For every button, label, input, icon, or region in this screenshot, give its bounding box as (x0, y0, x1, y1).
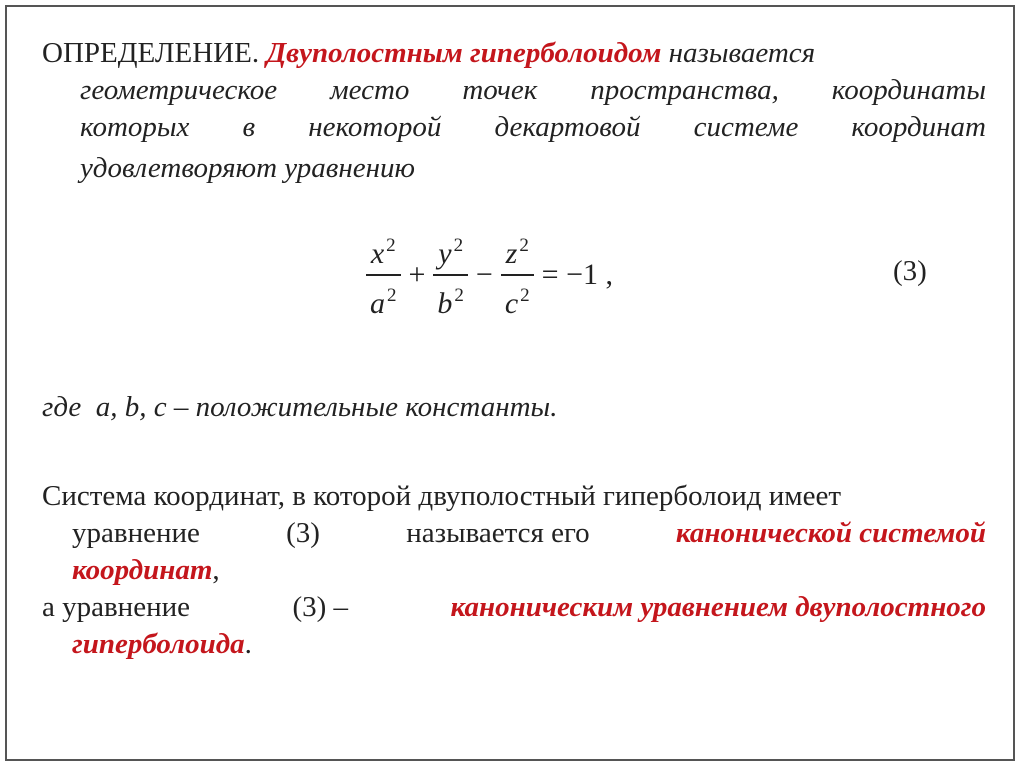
system-line4-a: а уравнение (42, 591, 190, 623)
definition-label: ОПРЕДЕЛЕНИЕ. (42, 37, 260, 69)
canonical-equation-term: каноническим уравнением двуполостного (450, 591, 986, 623)
system-line-1: Система координат, в которой двуполостный гиперболоид имеет (42, 480, 842, 512)
definition-term: Двуполостным гиперболоидом (266, 37, 662, 69)
system-line3-end: , (212, 554, 220, 586)
system-line-3 (72, 553, 220, 587)
system-line-5 (72, 627, 252, 661)
definition-line-2: геометрическое место точек пространства, координаты (80, 74, 986, 106)
definition-line-4: удовлетворяют уравнению (80, 152, 415, 184)
system-line-2 (72, 516, 986, 550)
minus-sign: − (475, 258, 493, 291)
definition-line1-rest: называется (668, 37, 816, 69)
fraction-z-over-c: $\frac{z ^2}{c ^2}$ (501, 226, 534, 324)
fraction-y-over-b: $\frac{y ^2}{b ^2}$ (433, 226, 468, 324)
equation-rhs: = −1 , (541, 258, 614, 291)
system-line2-a: уравнение (72, 517, 200, 549)
hyperboloid-term: гиперболоида (72, 628, 245, 660)
canonical-system-term: канонической системой (675, 517, 986, 549)
system-line-4 (42, 590, 986, 624)
plus-sign: + (408, 258, 426, 291)
equation-number: (3) (893, 255, 927, 287)
system-line4-b: (3) – (292, 591, 349, 623)
system-line2-c: называется его (406, 517, 590, 549)
system-line5-end: . (244, 628, 252, 660)
definition-line-1 (42, 36, 986, 70)
definition-line-3: которых в некоторой декартовой системе координат (80, 111, 986, 143)
where-prefix: где (42, 391, 82, 423)
where-vars: a, b, c (95, 391, 167, 423)
coordinates-term: координат (72, 554, 213, 586)
equation (362, 225, 617, 325)
fraction-x-over-a: $\frac{x ^2}{a ^2}$ (366, 226, 401, 324)
system-line2-b: (3) (286, 517, 320, 549)
where-text: – положительные константы. (173, 391, 558, 423)
constants-note (42, 391, 557, 424)
